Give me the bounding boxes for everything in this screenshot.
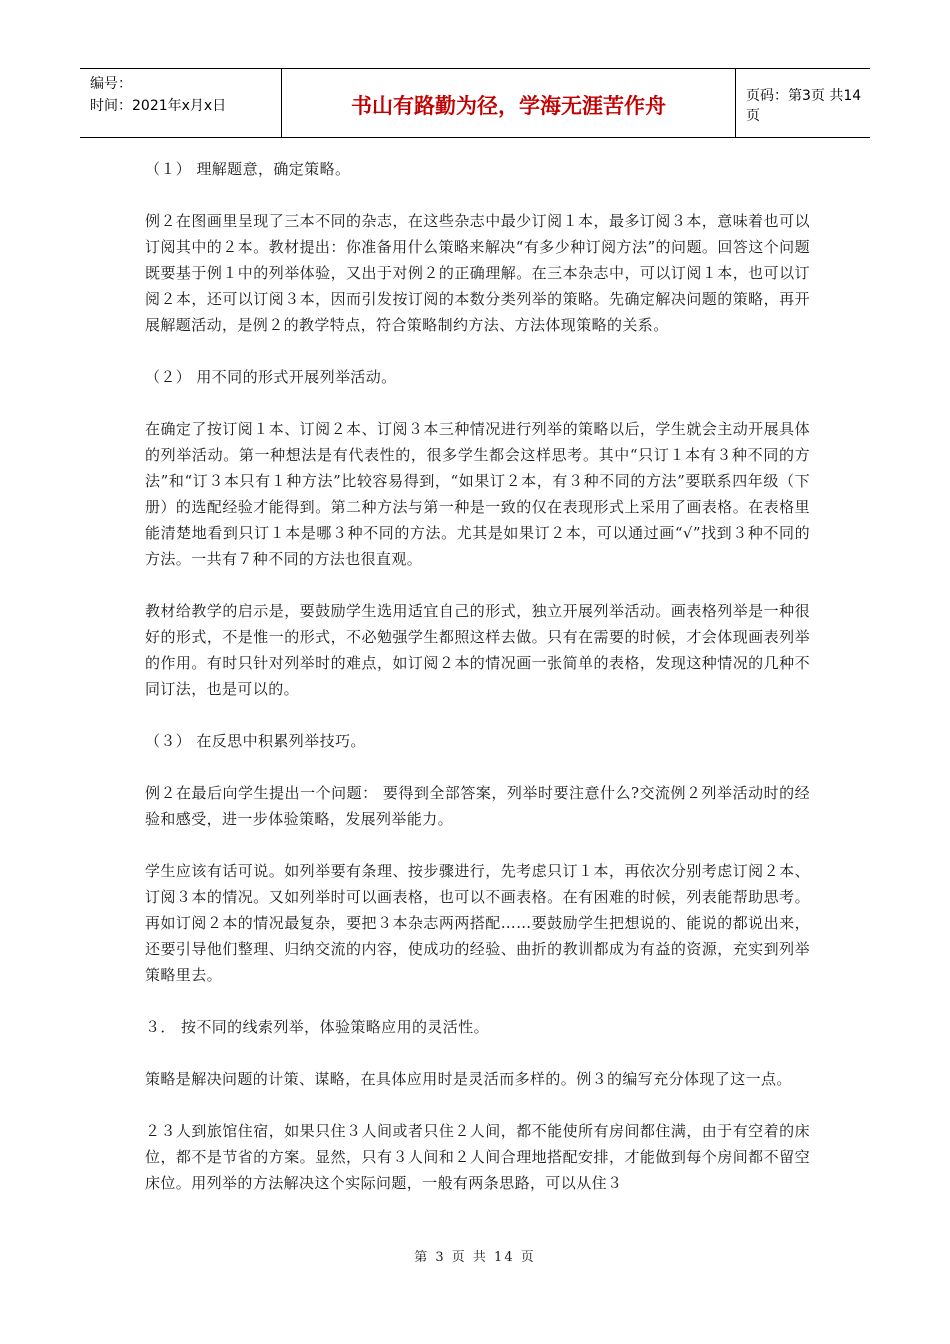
document-body	[145, 156, 810, 1196]
paragraph: ２３人到旅馆住宿，如果只住３人间或者只住２人间，都不能使所有房间都住满，由于有空着的床位，都不是节省的方案。显然，只有３人间和２人间合理地搭配安排，才能做到每个房间都不留空床位。用列举的方法解决这个实际问题，一般有两条思路，可以从住３	[145, 1122, 810, 1192]
page-footer: 第 3 页 共 14 页	[414, 1250, 536, 1265]
document-date: 时间：2021年x月x日	[90, 98, 227, 114]
header-meta	[80, 69, 282, 137]
section-heading-1: （１） 理解题意，确定策略。	[145, 160, 351, 178]
section-heading-2: （２） 用不同的形式开展列举活动。	[145, 368, 397, 386]
paragraph: 学生应该有话可说。如列举要有条理、按步骤进行，先考虑只订１本，再依次分别考虑订阅２本、订阅３本的情况。又如列举时可以画表格，也可以不画表格。在有困难的时候，列表能帮助思考。再如订阅２本的情况最复杂，要把３本杂志两两搭配……要鼓励学生把想说的、能说的都说出来，还要引导他们整理、归纳交流的内容，使成功的经验、曲折的教训都成为有益的资源，充实到列举策略里去。	[145, 862, 810, 984]
section-heading-4: ３． 按不同的线索列举，体验策略应用的灵活性。	[145, 1018, 489, 1036]
paragraph: 例２在图画里呈现了三本不同的杂志，在这些杂志中最少订阅１本，最多订阅３本，意味着也可以订阅其中的２本。教材提出：你准备用什么策略来解决“有多少种订阅方法”的问题。回答这个问题既要基于例１中的列举体验，又出于对例２的正确理解。在三本杂志中，可以订阅１本，也可以订阅２本，还可以订阅３本，因而引发按订阅的本数分类列举的策略。先确定解决问题的策略，再开展解题活动，是例２的教学特点，符合策略制约方法、方法体现策略的关系。	[145, 212, 810, 334]
paragraph: 在确定了按订阅１本、订阅２本、订阅３本三种情况进行列举的策略以后，学生就会主动开展具体的列举活动。第一种想法是有代表性的，很多学生都会这样思考。其中“只订１本有３种不同的方法”和“订３本只有１种方法”比较容易得到，“如果订２本，有３种不同的方法”要联系四年级（下册）的选配经验才能得到。第二种方法与第一种是一致的仅在表现形式上采用了画表格。在表格里能清楚地看到只订１本是哪３种不同的方法。尤其是如果订２本，可以通过画“√”找到３种不同的方法。一共有７种不同的方法也很直观。	[145, 420, 810, 568]
paragraph: 策略是解决问题的计策、谋略，在具体应用时是灵活而多样的。例３的编写充分体现了这一点。	[145, 1070, 792, 1088]
header-motto: 书山有路勤为径，学海无涯苦作舟	[282, 69, 736, 137]
header-page-info: 页码：第3页 共14页	[746, 88, 862, 124]
section-heading-3: （３） 在反思中积累列举技巧。	[145, 732, 366, 750]
document-number-label: 编号：	[90, 76, 132, 92]
paragraph: 教材给教学的启示是，要鼓励学生选用适宜自己的形式，独立开展列举活动。画表格列举是一种很好的形式，不是惟一的形式，不必勉强学生都照这样去做。只有在需要的时候，才会体现画表列举的作用。有时只针对列举时的难点，如订阅２本的情况画一张简单的表格，发现这种情况的几种不同订法，也是可以的。	[145, 602, 810, 698]
paragraph: 例２在最后向学生提出一个问题： 要得到全部答案，列举时要注意什么?交流例２列举活动时的经验和感受，进一步体验策略，发展列举能力。	[145, 784, 810, 828]
page-header	[80, 68, 870, 138]
